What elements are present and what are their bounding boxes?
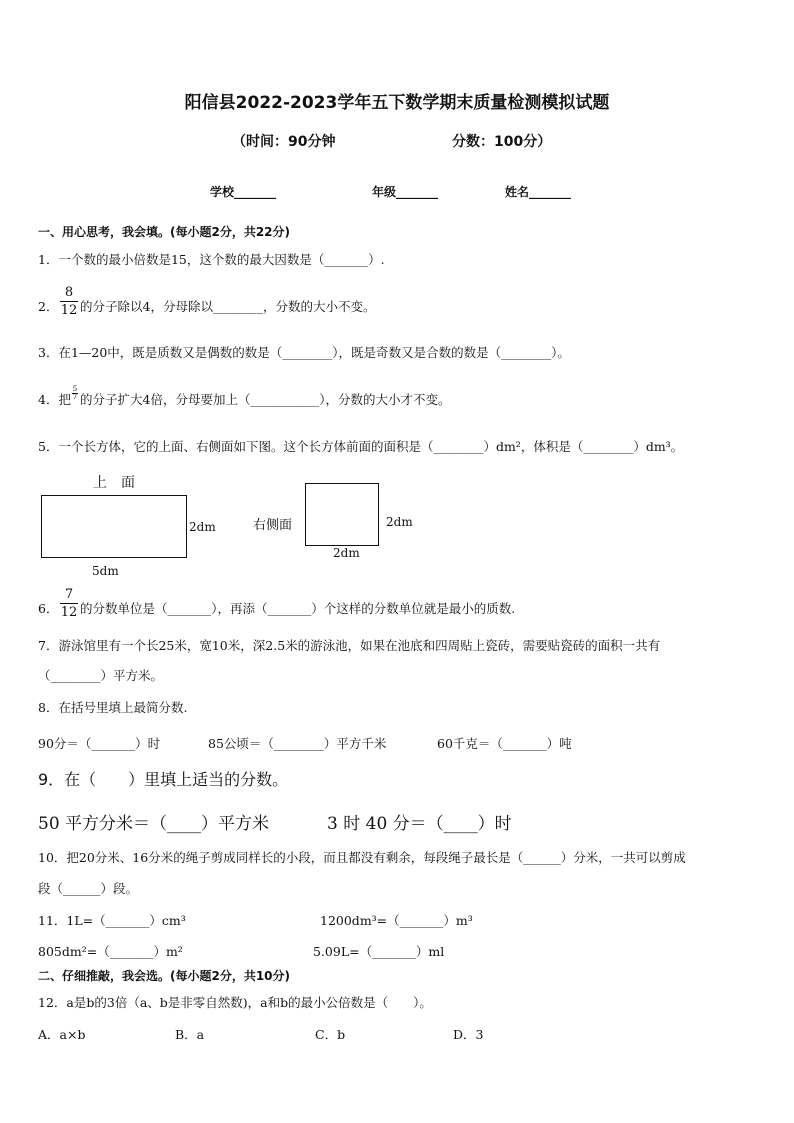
question-3: 3．在1—20中，既是质数又是偶数的数是（________），既是奇数又是合数的数是（________）。 [38, 345, 570, 360]
fraction-denominator: 12 [60, 303, 78, 318]
fraction-denominator: 12 [60, 605, 78, 620]
question-9: 9．在（ ）里填上适当的分数。 [38, 770, 289, 789]
question-1: 1．一个数的最小倍数是15，这个数的最大因数是（_______）. [38, 252, 385, 267]
exam-score: 分数：100分） [452, 134, 552, 150]
top-face-label: 上 面 [93, 475, 135, 491]
question-12: 12．a是b的3倍（a、b是非零自然数)，a和b的最小公倍数是（ ）。 [38, 995, 432, 1010]
side-face-label: 右侧面 [253, 518, 293, 533]
question-2-number: 2． [38, 299, 59, 314]
fraction-numerator: 8 [64, 285, 74, 300]
top-face-height: 2dm [189, 520, 216, 534]
exam-time: （时间：90分钟 [232, 134, 336, 150]
option-b: B．a [175, 1027, 205, 1042]
top-face-width: 5dm [92, 564, 119, 578]
question-11-b: 1200dm³=（_______）m³ [320, 913, 473, 928]
fraction-denominator: 7 [72, 393, 78, 401]
question-9-a: 50 平方分米＝（____）平方米 [38, 814, 270, 834]
school-field: 学校_______ [210, 185, 277, 199]
question-8-c: 60千克＝（_______）吨 [437, 736, 572, 751]
question-5: 5．一个长方体，它的上面、右侧面如下图。这个长方体前面的面积是（________）dm²，体积是（________）dm³。 [38, 439, 684, 454]
question-9-b: 3 时 40 分＝（____）时 [327, 814, 512, 834]
question-6-number: 6． [38, 601, 59, 616]
question-4-fraction [72, 386, 78, 401]
side-face-width: 2dm [333, 546, 360, 560]
question-2-text: 的分子除以4，分母除以________，分数的大小不变。 [80, 299, 376, 314]
question-4-text: 的分子扩大4倍，分母要加上（___________），分数的大小才不变。 [80, 392, 451, 407]
section-1-heading: 一、用心思考，我会填。(每小题2分，共22分) [38, 225, 291, 239]
side-face-height: 2dm [386, 515, 413, 529]
question-11-d: 5.09L=（_______）ml [313, 944, 445, 959]
question-8: 8．在括号里填上最简分数. [38, 700, 188, 715]
question-7-line-1: 7．游泳馆里有一个长25米，宽10米，深2.5米的游泳池，如果在池底和四周贴上瓷砖，需要贴瓷砖的面积一共有 [38, 638, 661, 653]
fraction-numerator: 5 [72, 385, 78, 393]
question-2-fraction [60, 285, 78, 318]
question-7-line-2: （________）平方米。 [38, 668, 164, 683]
option-a: A．a×b [38, 1027, 86, 1042]
question-6-text: 的分数单位是（_______），再添（_______）个这样的分数单位就是最小的质数. [80, 601, 516, 616]
fraction-numerator: 7 [64, 587, 74, 602]
name-field: 姓名_______ [505, 185, 572, 199]
grade-field: 年级_______ [372, 185, 439, 199]
exam-title: 阳信县2022-2023学年五下数学期末质量检测模拟试题 [184, 93, 610, 113]
question-8-b: 85公顷＝（________）平方千米 [208, 736, 387, 751]
side-face-square [305, 483, 379, 546]
section-2-heading: 二、仔细推敲，我会选。(每小题2分，共10分) [38, 969, 291, 983]
question-10-line-2: 段（______）段。 [38, 881, 139, 896]
question-6-fraction [60, 587, 78, 620]
option-c: C．b [315, 1027, 346, 1042]
top-face-rectangle [41, 495, 187, 558]
question-4-prefix: 4．把 [38, 392, 71, 407]
question-11-c: 805dm²=（_______）m² [38, 944, 183, 959]
question-11-a: 11．1L=（_______）cm³ [38, 913, 186, 928]
question-10-line-1: 10．把20分米、16分米的绳子剪成同样长的小段，而且都没有剩余，每段绳子最长是（______）分米，一共可以剪成 [38, 850, 686, 865]
question-8-a: 90分＝（_______）时 [38, 736, 161, 751]
option-d: D．3 [453, 1027, 484, 1042]
